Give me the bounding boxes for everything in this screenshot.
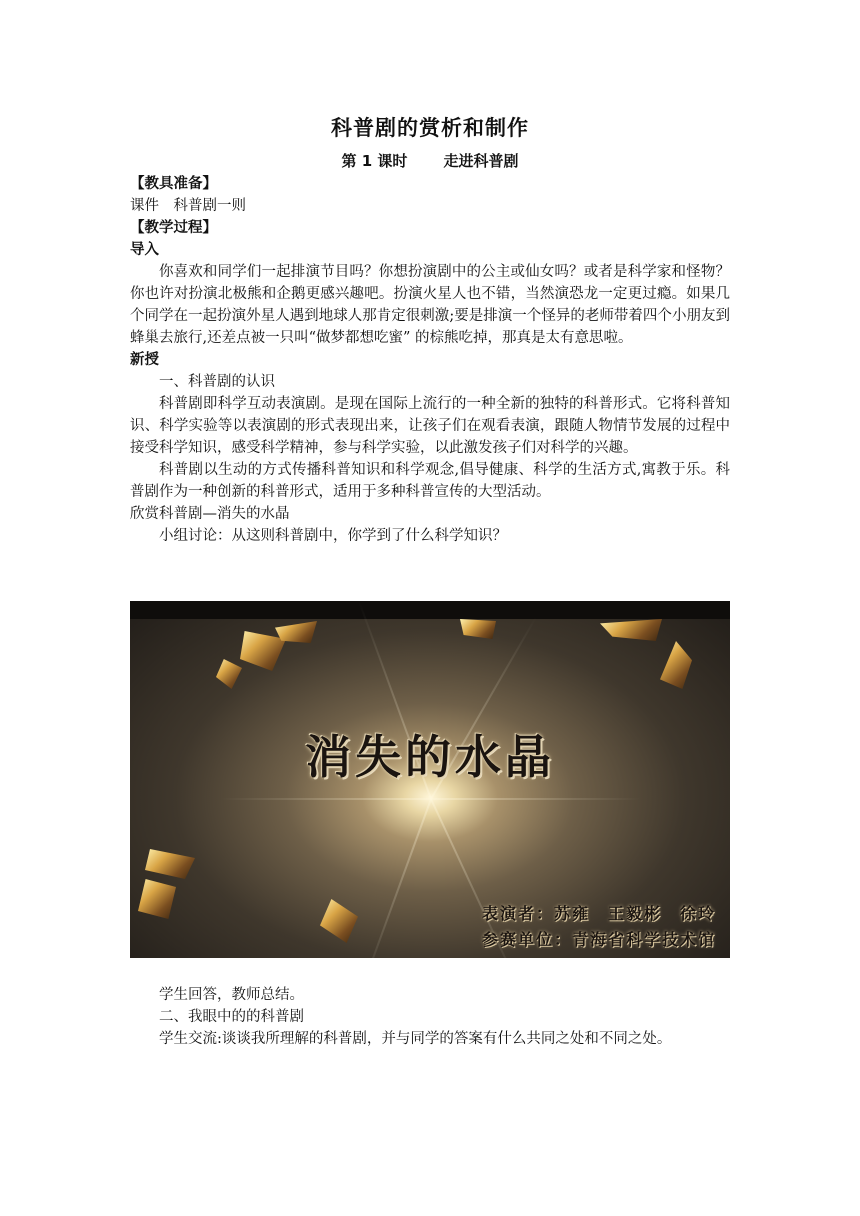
image-organization: 参赛单位：青海省科学技术馆	[481, 930, 716, 949]
intro-heading: 导入	[130, 242, 159, 258]
light-ray	[358, 799, 432, 958]
new-heading: 新授	[130, 352, 159, 368]
section-2-heading: 二、我眼中的的科普剧	[159, 1009, 304, 1025]
discussion-line: 小组讨论：从这则科普剧中，你学到了什么科学知识？	[159, 528, 507, 544]
image-performers: 表演者：苏雍 王毅彬 徐玲	[481, 904, 716, 923]
prep-items: 课件 科普剧一则	[130, 198, 246, 214]
video-still-image	[130, 601, 730, 958]
lesson-subtitle	[130, 150, 730, 171]
paragraph-1: 科普剧即科学互动表演剧。是现在国际上流行的一种全新的独特的科普形式。它将科普知识、科学实验等以表演剧的形式表现出来，让孩子们在观看表演，跟随人物情节发展的过程中接受科学知识，感受科学精神，参与科学实验，以此激发孩子们对科学的兴趣。	[130, 396, 730, 456]
appreciate-line: 欣赏科普剧—消失的水晶	[130, 506, 290, 522]
crystal-shard	[275, 621, 317, 643]
crystal-shard	[460, 619, 496, 639]
process-heading: 【教学过程】	[130, 220, 217, 236]
crystal-shard	[660, 641, 692, 689]
closing-section	[130, 984, 730, 1050]
answer-line: 学生回答，教师总结。	[159, 987, 304, 1003]
crystal-shard	[138, 879, 176, 919]
lesson-topic: 走进科普剧	[443, 152, 519, 170]
light-ray	[221, 798, 431, 800]
light-ray	[431, 798, 641, 800]
image-title: 消失的水晶	[305, 730, 555, 784]
paragraph-2: 科普剧以生动的方式传播科普知识和科学观念,倡导健康、科学的生活方式,寓教于乐。科普剧作为一种创新的科普形式，适用于多种科普宣传的大型活动。	[130, 462, 730, 500]
crystal-shard	[240, 631, 286, 671]
image-top-bar	[130, 601, 730, 619]
lesson-number: 第 1 课时	[341, 152, 408, 170]
prep-section	[130, 173, 730, 547]
prep-heading: 【教具准备】	[130, 176, 217, 192]
crystal-shard	[320, 899, 358, 943]
crystal-shard	[145, 849, 195, 879]
crystal-shard	[216, 659, 242, 689]
crystal-shard	[600, 619, 662, 641]
intro-paragraph: 你喜欢和同学们一起排演节目吗？你想扮演剧中的公主或仙女吗？或者是科学家和怪物？你也许对扮演北极熊和企鹅更感兴趣吧。扮演火星人也不错，当然演恐龙一定更过瘾。如果几个同学在一起扮演外星人遇到地球人那肯定很刺激;要是排演一个怪异的老师带着四个小朋友到蜂巢去旅行,还差点被一只叫“做梦都想吃蜜” 的棕熊吃掉，那真是太有意思啦。	[130, 264, 730, 346]
exchange-paragraph: 学生交流:谈谈我所理解的科普剧，并与同学的答案有什么共同之处和不同之处。	[159, 1031, 672, 1047]
document-title: 科普剧的赏析和制作	[331, 116, 529, 140]
section-1-heading: 一、科普剧的认识	[159, 374, 275, 390]
